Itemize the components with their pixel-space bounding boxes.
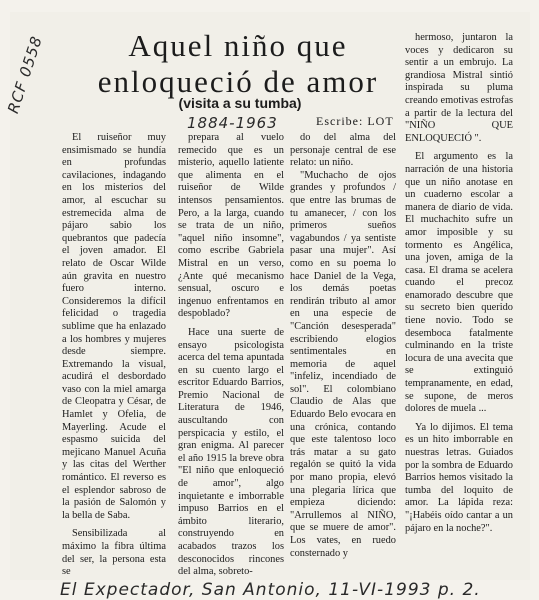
paragraph: "Muchacho de ojos grandes y profundos / que entre las brumas de tu amanecer, / con los primeros sueños vagabundos / ya sentiste pasar una mujer". Así como en su poema lo hace Daniel de la Vega, los demás poetas rendirán tributo al amor en una especie de "Canción desesperada" escribiendo elogios sentimentales en memoria de aquel "infeliz, incendiado de sol". El colombiano Claudio de Alas que Eduardo Belo evocara en una crónica, contando que este talentoso loco trás matar a su gato regalón se quitó la vida por mano propia, elevó una plegaria lírica que empieza diciendo: "Arrullemos al NIÑO, que se muere de amor". Los vates, en ruedo consternado y	[290, 169, 396, 559]
paragraph: do del alma del personaje central de ese relato: un niño.	[290, 132, 396, 169]
paragraph: Sensibilizada al máximo la fibra última del ser, la persona esta se	[62, 528, 166, 578]
paragraph: El ruiseñor muy ensimismado se hundía en profundas cavilaciones, indagando en los misterios del amor, al escuchar su estremecida alma de pájaro sabio los quebrantos que padecía el joven amador. El relato de Oscar Wilde aún gravita en nuestro fuero interno. Consideremos la difícil felicidad o tragedia sublime que ha enlazado a los hombres y mujeres desde siempre. Extremando la visual, acudirá el desbordado vaso con la miel amarga de Cleopatra y César, de Hamlet y Ofelia, de Mayerling. Acude el espasmo suicida del mejicano Manuel Acuña y las citas del Werther romántico. El reverso es el esplendor sabroso de la pasión de Salomón y la bella de Saba.	[62, 132, 166, 521]
paragraph: prepara al vuelo remecido que es un misterio, aquello latiente que alimenta en el ruiseñor de Wilde intensos pensamientos. Pero, a la larga, cuando se trata de un niño, "aquel niño insomne", como escribe Gabriela Mistral en un verso, ¿Ante qué mecanismo sensual, oscuro e ingenuo enfrentamos en despoblado?	[178, 132, 284, 320]
paragraph: El argumento es la narración de una historia que un niño anotase en un cuaderno escolar a manera de diario de vida. El muchachito sufre un amor imposible y su tormento es Angélica, una joven, amiga de la casa. El drama se acelera cuando el precoz enamorado descubre que su secreto bien querido tiene novio. Todo se desemboca fatalmente culminando en la triste locura de una avecita que se extinguió tempranamente, en edad, se supone, de meros dolores de muela ...	[405, 151, 513, 415]
handwritten-source-note: El Expectador, San Antonio, 11-VI-1993 p. 2.	[60, 580, 481, 600]
column-2	[178, 132, 284, 579]
title-line-1: Aquel niño que	[128, 28, 348, 63]
title-line-2: enloqueció de amor	[97, 64, 379, 99]
column-3	[290, 132, 396, 560]
article-title	[90, 28, 386, 100]
paragraph: Hace una suerte de ensayo psicologista acerca del tema apuntada en su cuento largo el escritor Eduardo Barrios, Premio Nacional de Literatura de 1946, auscultando con perspicacia y estilo, el gran enigma. Al parecer el año 1915 la breve obra "El niño que enloqueció de amor", algo inquietante e imborrable impuso Barrios en el ámbito literario, construyendo en acabados trazos los desconocidos rincones del alma, sobreto-	[178, 326, 284, 578]
paragraph: hermoso, juntaron la voces y dedicaron su sentir a un embrujo. La grandiosa Mistral sintió inspirada su pluma creando emotivas estrofas a partir de la lectura del "NIÑO QUE ENLOQUECIÓ ".	[405, 32, 513, 144]
article-byline: Escribe: LOT	[316, 114, 394, 128]
paragraph: Ya lo dijimos. El tema es un hito imborrable en nuestras letras. Guiados por la sombra de Eduardo Barrios hemos visitado la tumba del loquito de amor. La lápida reza: "¡Habéis oído cantar a un pájaro en la noche?".	[405, 421, 513, 534]
column-4	[405, 32, 513, 535]
column-1	[62, 132, 166, 579]
handwritten-years: 1884-1963	[187, 114, 278, 132]
handwritten-code: RCF 0558	[4, 33, 46, 116]
article-subtitle: (visita a su tumba)	[178, 95, 302, 111]
